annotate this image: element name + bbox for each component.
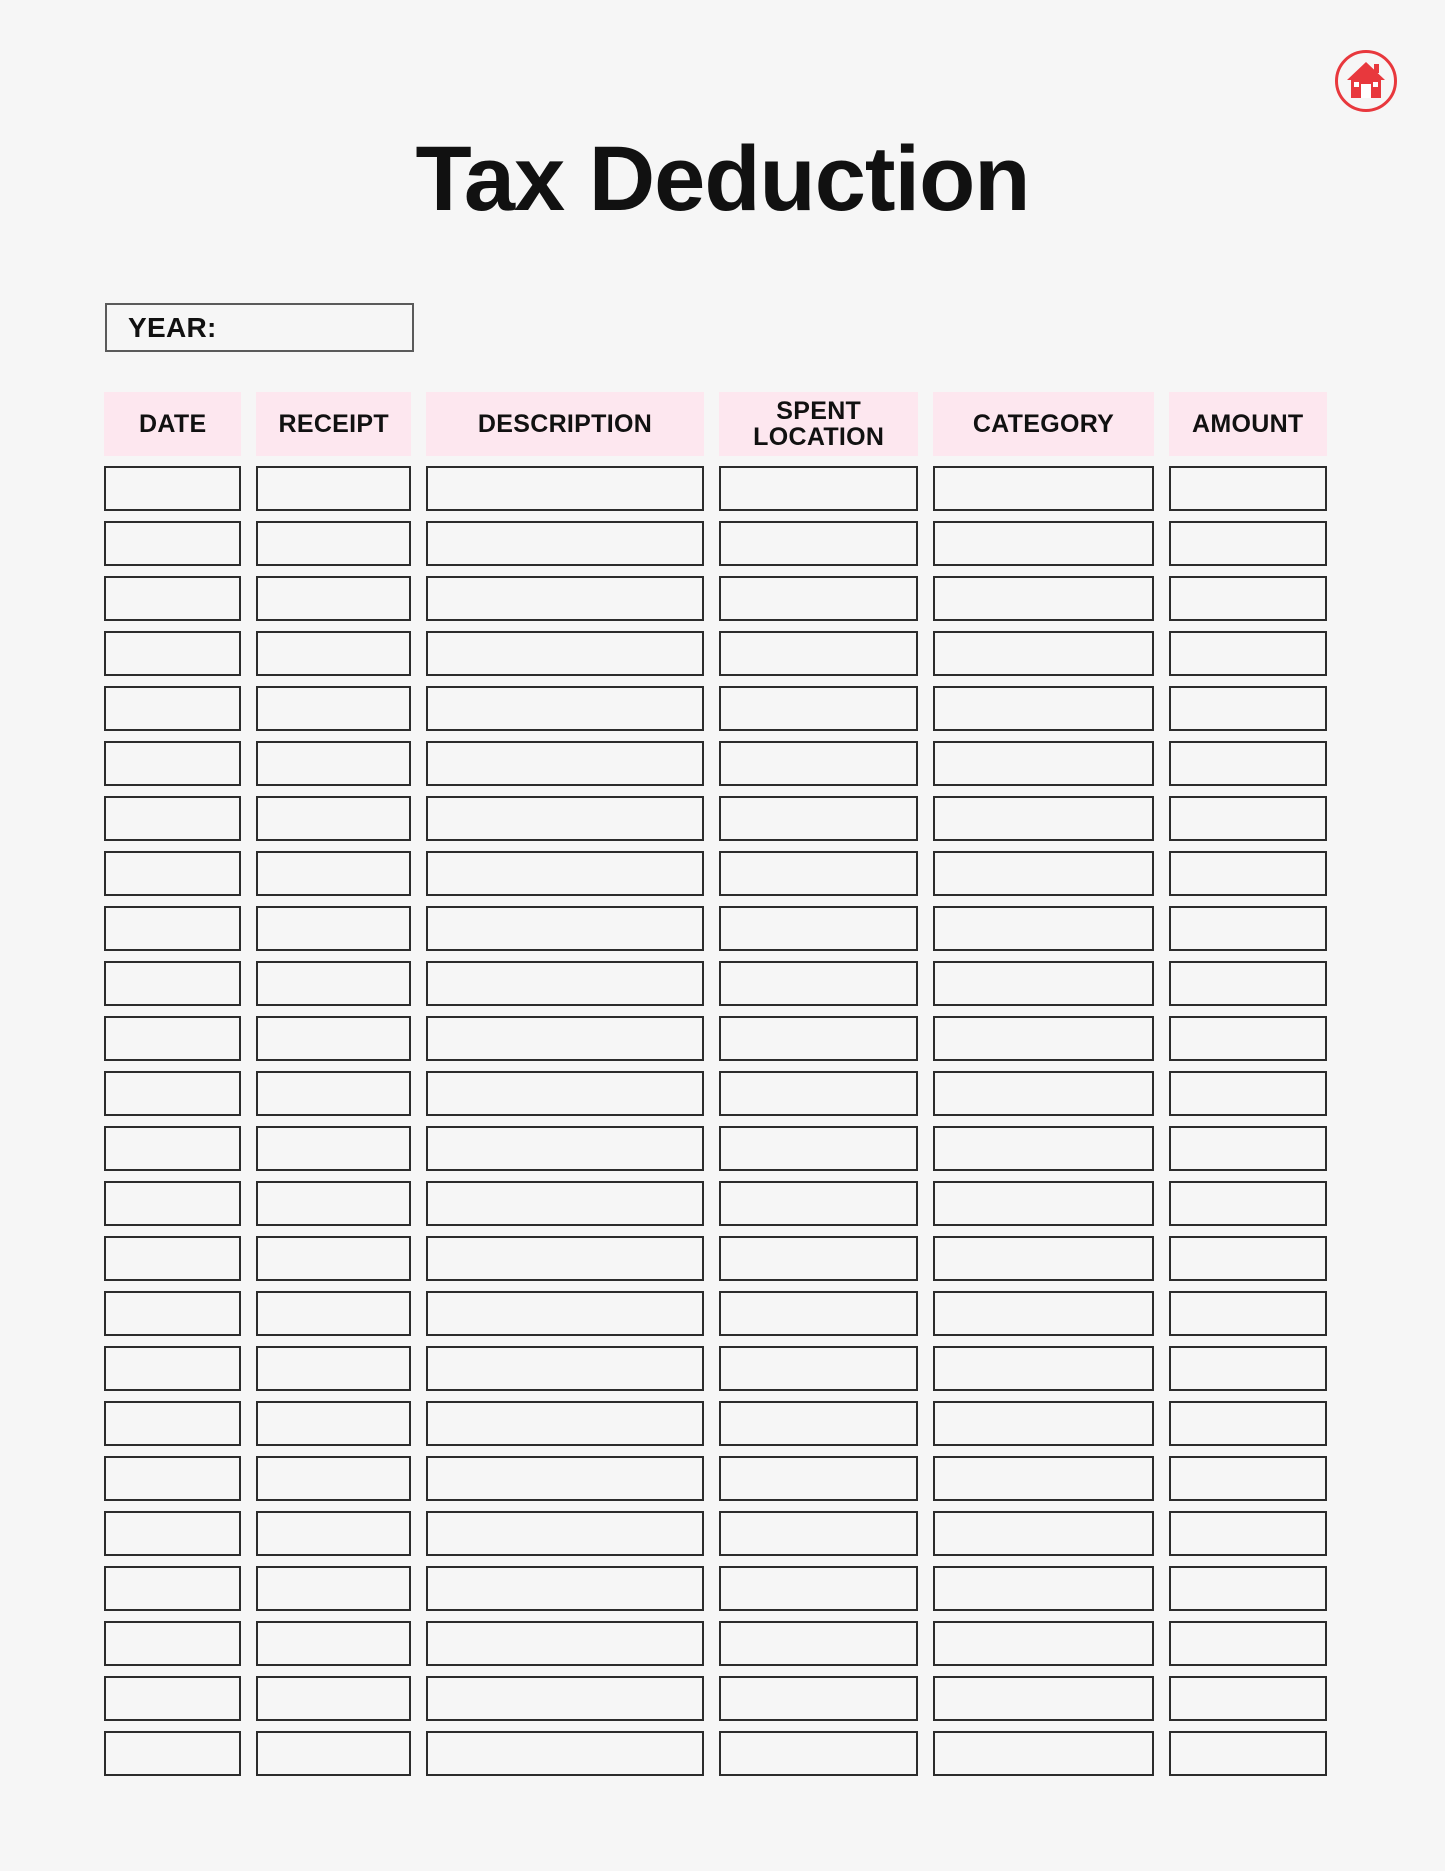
table-row <box>104 1731 1327 1776</box>
cell-receipt[interactable] <box>256 1456 411 1501</box>
cell-category[interactable] <box>933 1401 1153 1446</box>
cell-receipt[interactable] <box>256 1071 411 1116</box>
table-row <box>104 466 1327 511</box>
cell-category[interactable] <box>933 631 1153 676</box>
table-row <box>104 686 1327 731</box>
cell-receipt[interactable] <box>256 1511 411 1556</box>
cell-date[interactable] <box>104 1566 241 1611</box>
table-row <box>104 1071 1327 1116</box>
table-row <box>104 1621 1327 1666</box>
cell-spent-location[interactable] <box>719 741 919 786</box>
cell-receipt[interactable] <box>256 1236 411 1281</box>
cell-description[interactable] <box>426 1621 704 1666</box>
table-row <box>104 796 1327 841</box>
table-row <box>104 1126 1327 1171</box>
cell-receipt[interactable] <box>256 1291 411 1336</box>
table-row <box>104 1676 1327 1721</box>
table-row <box>104 631 1327 676</box>
table-row <box>104 961 1327 1006</box>
table-row <box>104 1511 1327 1556</box>
table-row <box>104 1291 1327 1336</box>
cell-category[interactable] <box>933 1621 1153 1666</box>
cell-description[interactable] <box>426 906 704 951</box>
cell-amount[interactable] <box>1169 1456 1328 1501</box>
home-icon <box>1334 49 1398 113</box>
cell-amount[interactable] <box>1169 1511 1328 1556</box>
cell-description[interactable] <box>426 1071 704 1116</box>
table-header-row <box>104 392 1327 456</box>
cell-spent-location[interactable] <box>719 851 919 896</box>
cell-spent-location[interactable] <box>719 906 919 951</box>
column-header-amount: AMOUNT <box>1169 392 1328 456</box>
cell-date[interactable] <box>104 1731 241 1776</box>
cell-date[interactable] <box>104 1291 241 1336</box>
cell-spent-location[interactable] <box>719 1181 919 1226</box>
table-row <box>104 1346 1327 1391</box>
cell-spent-location[interactable] <box>719 1071 919 1116</box>
cell-spent-location[interactable] <box>719 1401 919 1446</box>
cell-description[interactable] <box>426 576 704 621</box>
cell-description[interactable] <box>426 521 704 566</box>
cell-receipt[interactable] <box>256 796 411 841</box>
cell-amount[interactable] <box>1169 1126 1328 1171</box>
table-row <box>104 1401 1327 1446</box>
cell-category[interactable] <box>933 1566 1153 1611</box>
cell-amount[interactable] <box>1169 906 1328 951</box>
cell-receipt[interactable] <box>256 741 411 786</box>
cell-receipt[interactable] <box>256 961 411 1006</box>
cell-amount[interactable] <box>1169 1181 1328 1226</box>
cell-spent-location[interactable] <box>719 466 919 511</box>
table-row <box>104 906 1327 951</box>
cell-category[interactable] <box>933 961 1153 1006</box>
cell-category[interactable] <box>933 796 1153 841</box>
table-row <box>104 1456 1327 1501</box>
cell-receipt[interactable] <box>256 1016 411 1061</box>
cell-description[interactable] <box>426 1566 704 1611</box>
table-row <box>104 1016 1327 1061</box>
year-field[interactable] <box>105 303 414 352</box>
cell-category[interactable] <box>933 1511 1153 1556</box>
cell-date[interactable] <box>104 1621 241 1666</box>
cell-description[interactable] <box>426 1346 704 1391</box>
cell-date[interactable] <box>104 1016 241 1061</box>
cell-category[interactable] <box>933 1016 1153 1061</box>
cell-spent-location[interactable] <box>719 1731 919 1776</box>
table-row <box>104 521 1327 566</box>
cell-description[interactable] <box>426 1181 704 1226</box>
table-row <box>104 741 1327 786</box>
cell-receipt[interactable] <box>256 1621 411 1666</box>
cell-spent-location[interactable] <box>719 576 919 621</box>
cell-amount[interactable] <box>1169 1016 1328 1061</box>
cell-date[interactable] <box>104 1126 241 1171</box>
cell-amount[interactable] <box>1169 1236 1328 1281</box>
cell-spent-location[interactable] <box>719 1291 919 1336</box>
cell-spent-location[interactable] <box>719 1126 919 1171</box>
cell-date[interactable] <box>104 1346 241 1391</box>
cell-category[interactable] <box>933 686 1153 731</box>
deduction-table-container <box>104 392 1342 1786</box>
cell-category[interactable] <box>933 1676 1153 1721</box>
column-header-description: DESCRIPTION <box>426 392 704 456</box>
cell-date[interactable] <box>104 906 241 951</box>
cell-date[interactable] <box>104 1071 241 1116</box>
column-header-spent-location: SPENT LOCATION <box>719 392 919 456</box>
table-row <box>104 1566 1327 1611</box>
cell-spent-location[interactable] <box>719 521 919 566</box>
table-row <box>104 1236 1327 1281</box>
cell-receipt[interactable] <box>256 521 411 566</box>
cell-category[interactable] <box>933 466 1153 511</box>
cell-description[interactable] <box>426 1456 704 1501</box>
cell-category[interactable] <box>933 576 1153 621</box>
cell-date[interactable] <box>104 961 241 1006</box>
cell-amount[interactable] <box>1169 1401 1328 1446</box>
cell-description[interactable] <box>426 796 704 841</box>
cell-category[interactable] <box>933 851 1153 896</box>
deduction-table <box>89 382 1342 1786</box>
cell-category[interactable] <box>933 1236 1153 1281</box>
cell-receipt[interactable] <box>256 1401 411 1446</box>
cell-date[interactable] <box>104 466 241 511</box>
cell-amount[interactable] <box>1169 686 1328 731</box>
cell-date[interactable] <box>104 1676 241 1721</box>
cell-amount[interactable] <box>1169 1566 1328 1611</box>
cell-category[interactable] <box>933 1456 1153 1501</box>
cell-category[interactable] <box>933 521 1153 566</box>
cell-receipt[interactable] <box>256 631 411 676</box>
cell-date[interactable] <box>104 1511 241 1556</box>
cell-receipt[interactable] <box>256 906 411 951</box>
cell-description[interactable] <box>426 1236 704 1281</box>
cell-amount[interactable] <box>1169 576 1328 621</box>
cell-date[interactable] <box>104 1456 241 1501</box>
cell-spent-location[interactable] <box>719 1456 919 1501</box>
cell-date[interactable] <box>104 576 241 621</box>
cell-spent-location[interactable] <box>719 1346 919 1391</box>
cell-date[interactable] <box>104 796 241 841</box>
cell-amount[interactable] <box>1169 1676 1328 1721</box>
cell-spent-location[interactable] <box>719 1621 919 1666</box>
cell-spent-location[interactable] <box>719 1566 919 1611</box>
cell-receipt[interactable] <box>256 1566 411 1611</box>
cell-description[interactable] <box>426 1126 704 1171</box>
cell-category[interactable] <box>933 1291 1153 1336</box>
cell-receipt[interactable] <box>256 1676 411 1721</box>
cell-spent-location[interactable] <box>719 686 919 731</box>
cell-description[interactable] <box>426 631 704 676</box>
cell-description[interactable] <box>426 1511 704 1556</box>
cell-receipt[interactable] <box>256 686 411 731</box>
cell-amount[interactable] <box>1169 796 1328 841</box>
cell-date[interactable] <box>104 1181 241 1226</box>
table-row <box>104 851 1327 896</box>
cell-category[interactable] <box>933 1126 1153 1171</box>
cell-amount[interactable] <box>1169 631 1328 676</box>
cell-date[interactable] <box>104 1401 241 1446</box>
cell-description[interactable] <box>426 741 704 786</box>
cell-date[interactable] <box>104 741 241 786</box>
cell-spent-location[interactable] <box>719 1511 919 1556</box>
cell-date[interactable] <box>104 521 241 566</box>
cell-description[interactable] <box>426 1291 704 1336</box>
cell-spent-location[interactable] <box>719 1236 919 1281</box>
cell-receipt[interactable] <box>256 466 411 511</box>
cell-spent-location[interactable] <box>719 1016 919 1061</box>
cell-receipt[interactable] <box>256 851 411 896</box>
cell-category[interactable] <box>933 906 1153 951</box>
cell-date[interactable] <box>104 1236 241 1281</box>
year-label: YEAR: <box>128 311 217 343</box>
home-button[interactable] <box>1334 49 1398 113</box>
cell-spent-location[interactable] <box>719 631 919 676</box>
cell-amount[interactable] <box>1169 466 1328 511</box>
cell-description[interactable] <box>426 851 704 896</box>
cell-category[interactable] <box>933 741 1153 786</box>
column-header-category: CATEGORY <box>933 392 1153 456</box>
cell-receipt[interactable] <box>256 1346 411 1391</box>
cell-description[interactable] <box>426 1731 704 1776</box>
cell-description[interactable] <box>426 1401 704 1446</box>
cell-receipt[interactable] <box>256 1731 411 1776</box>
cell-description[interactable] <box>426 686 704 731</box>
cell-receipt[interactable] <box>256 576 411 621</box>
cell-amount[interactable] <box>1169 1346 1328 1391</box>
table-row <box>104 1181 1327 1226</box>
cell-date[interactable] <box>104 631 241 676</box>
cell-date[interactable] <box>104 851 241 896</box>
cell-amount[interactable] <box>1169 741 1328 786</box>
cell-receipt[interactable] <box>256 1181 411 1226</box>
table-row <box>104 576 1327 621</box>
cell-description[interactable] <box>426 961 704 1006</box>
cell-amount[interactable] <box>1169 1621 1328 1666</box>
column-header-receipt: RECEIPT <box>256 392 411 456</box>
table-body <box>104 466 1327 1776</box>
cell-spent-location[interactable] <box>719 961 919 1006</box>
cell-amount[interactable] <box>1169 961 1328 1006</box>
cell-description[interactable] <box>426 1016 704 1061</box>
column-header-date: DATE <box>104 392 241 456</box>
cell-receipt[interactable] <box>256 1126 411 1171</box>
cell-amount[interactable] <box>1169 851 1328 896</box>
cell-category[interactable] <box>933 1181 1153 1226</box>
cell-amount[interactable] <box>1169 1071 1328 1116</box>
cell-spent-location[interactable] <box>719 1676 919 1721</box>
cell-spent-location[interactable] <box>719 796 919 841</box>
cell-amount[interactable] <box>1169 1291 1328 1336</box>
cell-amount[interactable] <box>1169 1731 1328 1776</box>
cell-description[interactable] <box>426 466 704 511</box>
cell-category[interactable] <box>933 1346 1153 1391</box>
cell-category[interactable] <box>933 1071 1153 1116</box>
cell-description[interactable] <box>426 1676 704 1721</box>
cell-date[interactable] <box>104 686 241 731</box>
cell-category[interactable] <box>933 1731 1153 1776</box>
cell-amount[interactable] <box>1169 521 1328 566</box>
page-title: Tax Deduction <box>415 128 1030 230</box>
